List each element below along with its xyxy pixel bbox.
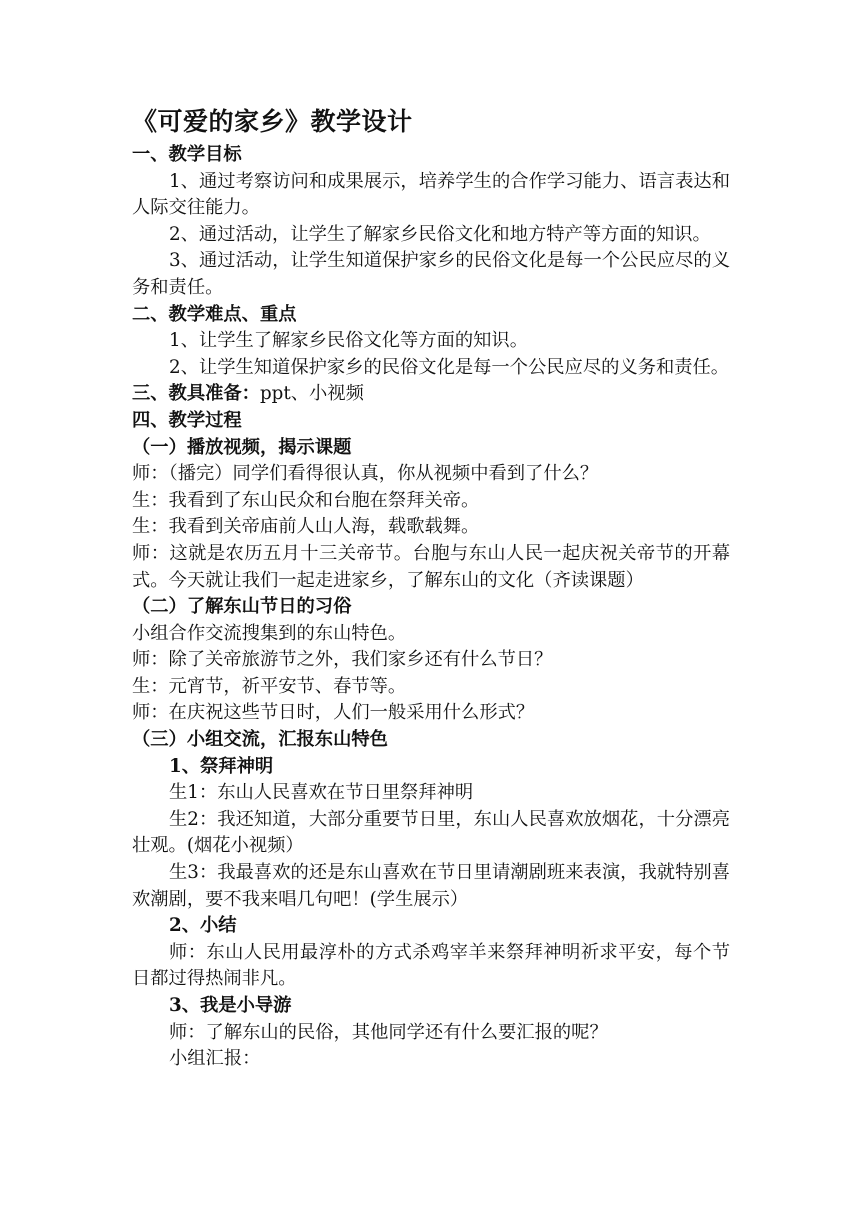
paragraph: 3、通过活动，让学生知道保护家乡的民俗文化是每一个公民应尽的义务和责任。 bbox=[132, 250, 730, 298]
paragraph: 生3：我最喜欢的还是东山喜欢在节日里请潮剧班来表演，我就特别喜欢潮剧，要不我来唱几句吧！(学生展示） bbox=[132, 862, 730, 910]
paragraph: 生：我看到关帝庙前人山人海，载歌载舞。 bbox=[132, 516, 480, 538]
paragraph: 小组汇报： bbox=[169, 1048, 261, 1070]
paragraph: 1、通过考察访问和成果展示，培养学生的合作学习能力、语言表达和人际交往能力。 bbox=[132, 170, 730, 219]
paragraph: 生：元宵节，祈平安节、春节等。 bbox=[132, 675, 407, 697]
section-heading: 四、教学过程 bbox=[132, 409, 242, 431]
paragraph: 2、通过活动，让学生了解家乡民俗文化和地方特产等方面的知识。 bbox=[169, 223, 711, 245]
paragraph: 生：我看到了东山民众和台胞在祭拜关帝。 bbox=[132, 489, 480, 511]
section-heading bbox=[132, 381, 730, 408]
paragraph: 生2：我还知道，大部分重要节日里，东山人民喜欢放烟花，十分漂亮壮观。(烟花小视频） bbox=[132, 808, 730, 857]
section-heading: 一、教学目标 bbox=[132, 144, 242, 165]
subsection-heading: 1、祭拜神明 bbox=[169, 755, 274, 777]
document-body bbox=[132, 142, 730, 1073]
section-heading: 二、教学难点、重点 bbox=[132, 303, 297, 325]
paragraph: 师：在庆祝这些节日时，人们一般采用什么形式？ bbox=[132, 702, 535, 724]
paragraph: 师：了解东山的民俗，其他同学还有什么要汇报的呢？ bbox=[169, 1021, 608, 1043]
subsection-heading: 2、小结 bbox=[169, 915, 237, 937]
paragraph: 生1：东山人民喜欢在节日里祭拜神明 bbox=[169, 782, 474, 804]
paragraph: 2、让学生知道保护家乡的民俗文化是每一个公民应尽的义务和责任。 bbox=[169, 356, 730, 378]
section-heading-value: ppt、小视频 bbox=[259, 383, 364, 405]
paragraph: 师：除了关帝旅游节之外，我们家乡还有什么节日？ bbox=[132, 649, 553, 671]
section-heading-label: 三、教具准备： bbox=[132, 383, 260, 405]
paragraph: 师：东山人民用最淳朴的方式杀鸡宰羊来祭拜神明祈求平安，每个节日都过得热闹非凡。 bbox=[132, 941, 730, 990]
document-title: 《可爱的家乡》教学设计 bbox=[132, 107, 413, 136]
paragraph: 师：（播完）同学们看得很认真，你从视频中看到了什么？ bbox=[132, 463, 599, 485]
paragraph: 小组合作交流搜集到的东山特色。 bbox=[132, 622, 407, 644]
paragraph: 1、让学生了解家乡民俗文化等方面的知识。 bbox=[169, 330, 528, 352]
paragraph: 师：这就是农历五月十三关帝节。台胞与东山人民一起庆祝关帝节的开幕式。今天就让我们一起走进家乡，了解东山的文化（齐读课题） bbox=[132, 542, 730, 591]
subsection-heading: 3、我是小导游 bbox=[169, 995, 292, 1016]
section-heading: （三）小组交流，汇报东山特色 bbox=[132, 729, 388, 751]
section-heading: （一）播放视频，揭示课题 bbox=[132, 436, 352, 458]
document-page bbox=[132, 102, 730, 1073]
section-heading: （二）了解东山节日的习俗 bbox=[132, 596, 352, 618]
